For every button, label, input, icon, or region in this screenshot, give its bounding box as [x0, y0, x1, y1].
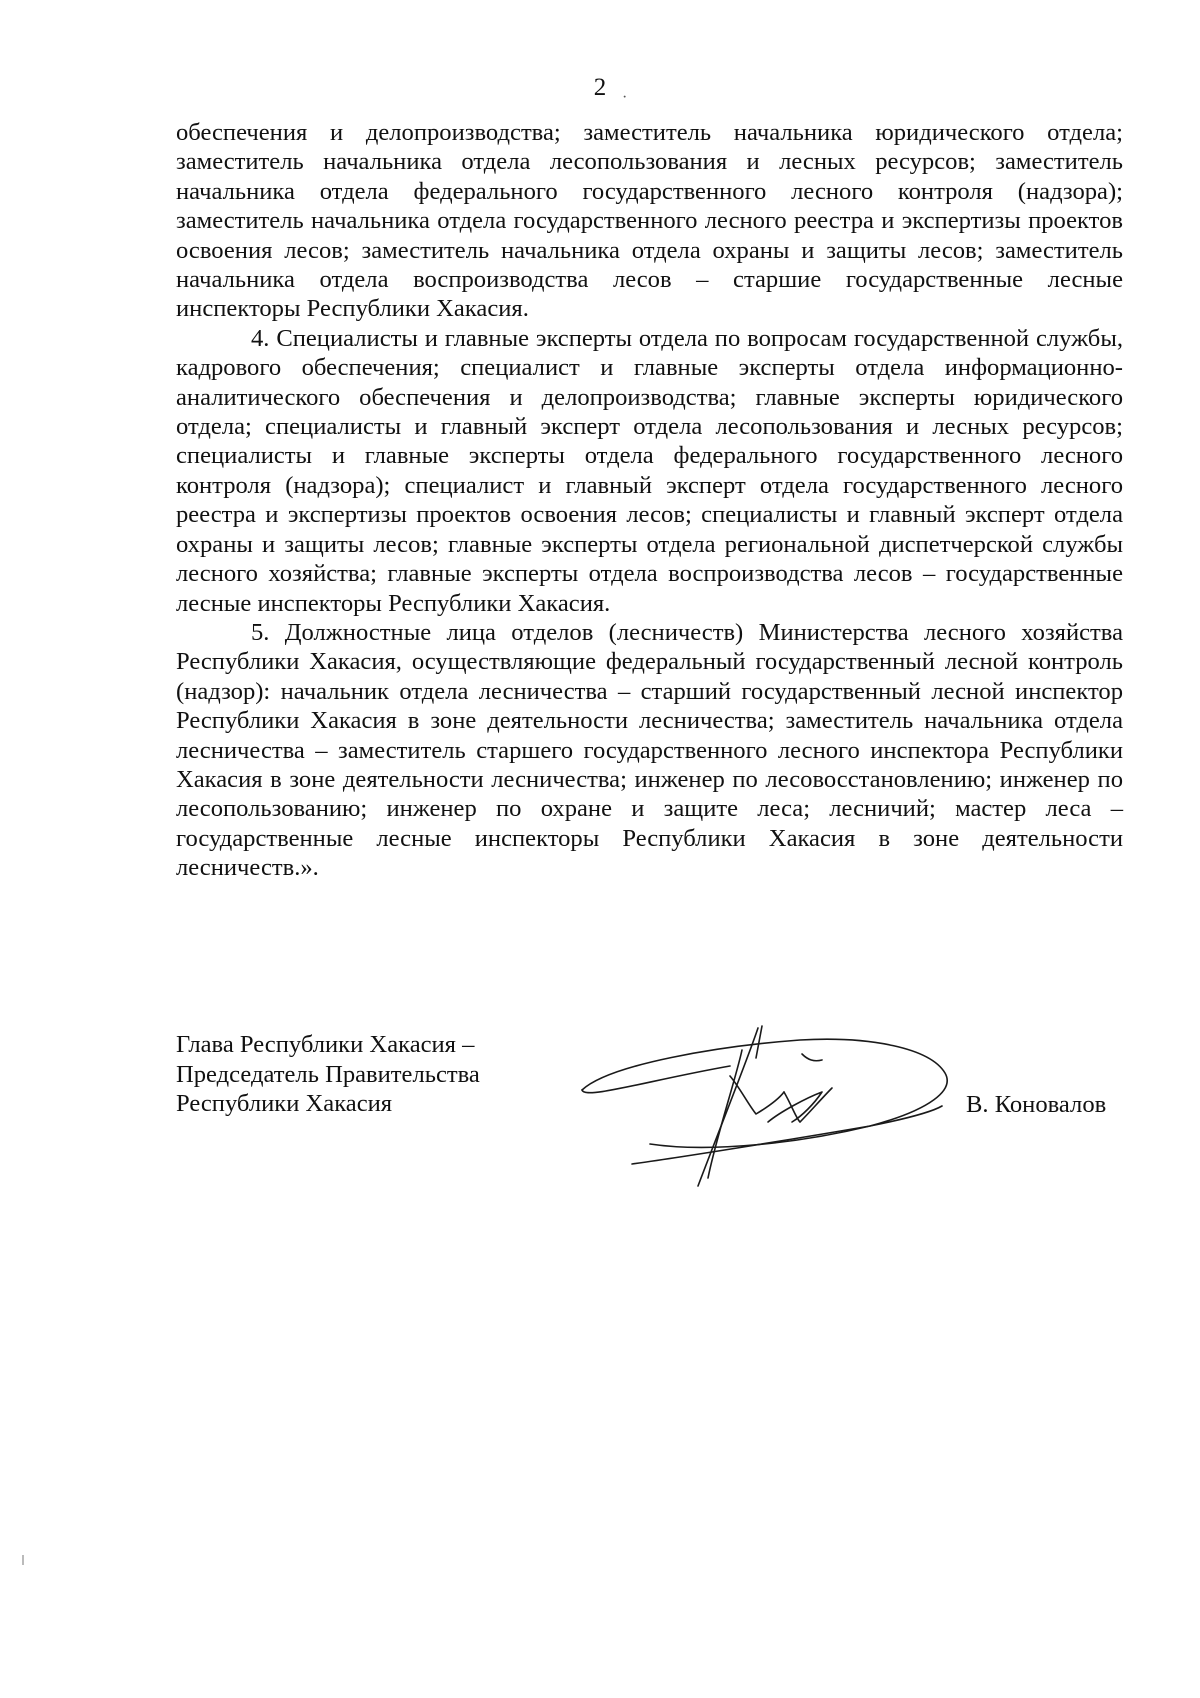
signatory-name: В. Коновалов — [966, 1091, 1107, 1118]
signatory-title-line: Глава Республики Хакасия – — [176, 1031, 475, 1058]
document-body — [176, 118, 1123, 883]
paragraph-item-4: 4. Специалисты и главные эксперты отдела по вопросам государственной службы, кадрового обеспечения; специалист и главные эксперты отдела информационно-аналитического обеспечения и делопроизводства; главные эксперты юридического отдела; специалисты и главный эксперт отдела лесопользования и лесных ресурсов; специалисты и главные эксперты отдела федерального государственного лесного контроля (надзора); специалист и главный эксперт отдела государственного лесного реестра и экспертизы проектов освоения лесов; специалисты и главный эксперт отдела охраны и защиты лесов; главные эксперты отдела региональной диспетчерской службы лесного хозяйства; главные эксперты отдела воспроизводства лесов – государственные лесные инспекторы Республики Хакасия. — [176, 324, 1123, 617]
scan-artifact — [22, 1555, 24, 1565]
signatory-title — [176, 1030, 480, 1119]
paragraph-continuation: обеспечения и делопроизводства; заместитель начальника юридического отдела; заместитель начальника отдела лесопользования и лесных ресурсов; заместитель начальника отдела федерального государственного лесного контроля (надзора); заместитель начальника отдела государственного лесного реестра и экспертизы проектов освоения лесов; заместитель начальника отдела охраны и защиты лесов; заместитель начальника отдела воспроизводства лесов – старшие государственные лесные инспекторы Республики Хакасия. — [176, 119, 1123, 323]
handwritten-signature — [570, 1018, 970, 1198]
page-number — [0, 72, 1200, 104]
signatory-title-line: Председатель Правительства — [176, 1060, 480, 1088]
signatory-title-line: Республики Хакасия — [176, 1090, 393, 1117]
scan-mark: · — [622, 89, 628, 106]
paragraph-item-5: 5. Должностные лица отделов (лесничеств) Министерства лесного хозяйства Республики Хакасия, осуществляющие федеральный государственный лесной контроль (надзор): начальник отдела лесничества – старший государственный лесной инспектор Республики Хакасия в зоне деятельности лесничества; заместитель начальника отдела лесничества – заместитель старшего государственного лесного инспектора Республики Хакасия в зоне деятельности лесничества; инженер по лесовосстановлению; инженер по лесопользованию; инженер по охране и защите леса; лесничий; мастер леса – государственные лесные инспекторы Республики Хакасия в зоне деятельности лесничеств.». — [176, 618, 1123, 882]
page-number-value: 2 — [593, 74, 607, 101]
